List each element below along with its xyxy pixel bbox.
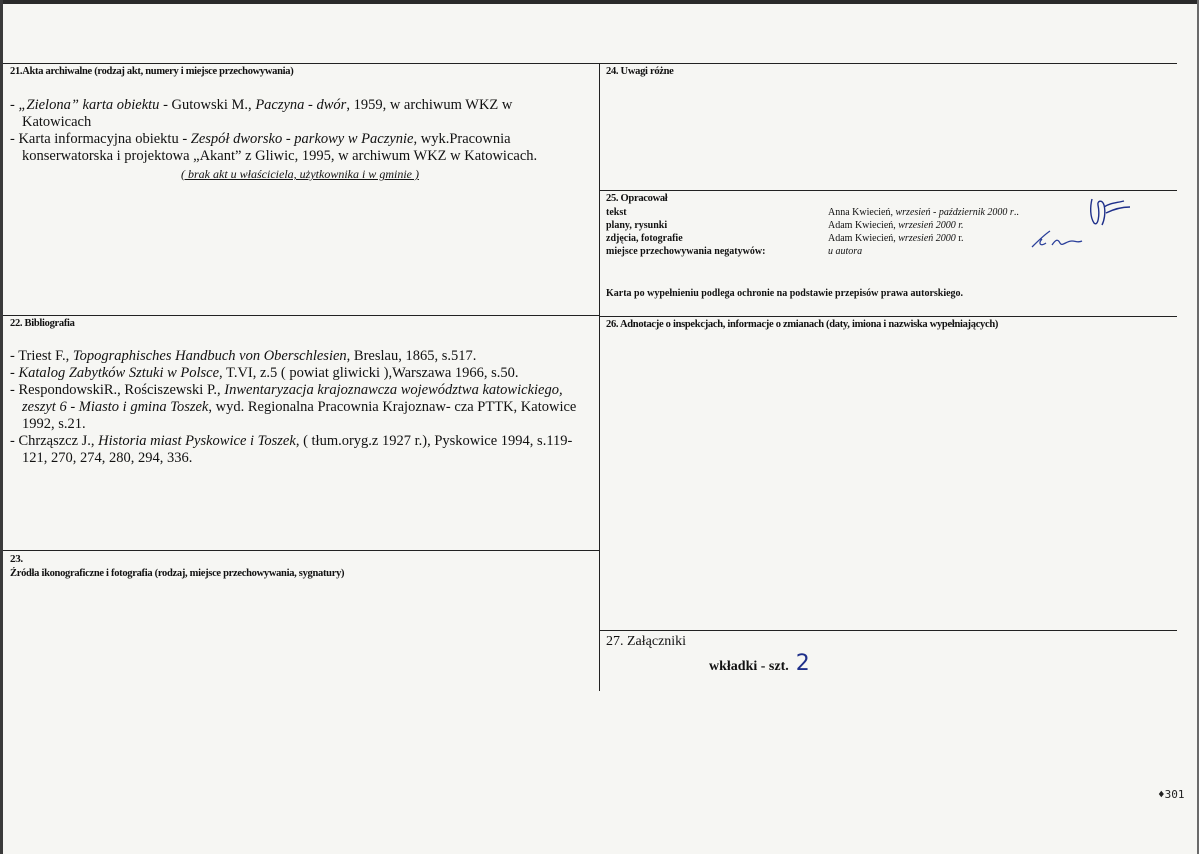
section-26-inspection-notes — [606, 319, 1174, 330]
label-negatives-storage: miejsce przechowywania negatywów: — [606, 246, 766, 257]
archival-note: ( brak akt u właściciela, użytkownika i w gminie ) — [181, 167, 419, 181]
section-23-iconographic-sources — [10, 553, 595, 579]
section-21-archival-records — [10, 66, 595, 183]
bibliography-entry-4: - Chrząszcz J., Historia miast Pyskowice i Toszek, ( tłum.oryg.z 1927 r.), Pyskowice 1994, s.119-121, 270, 274, 280, 294, 336. — [10, 433, 573, 466]
section-25-header: 25. Opracował — [606, 193, 668, 204]
grid-line-24-25 — [600, 190, 1177, 191]
section-25-prepared-by — [606, 193, 1174, 313]
copyright-notice: Karta po wypełnieniu podlega ochronie na podstawie przepisów prawa autorskiego. — [606, 288, 964, 299]
archival-entry-2: - Karta informacyjna obiektu - Zespół dworsko - parkowy w Paczynie, wyk.Pracownia konserwatorska i projektowa „Akant” z Gliwic, 1995, w archiwum WKZ w Katowicach. — [10, 131, 538, 164]
label-photos: zdjęcia, fotografie — [606, 233, 683, 244]
section-24-remarks — [606, 66, 1171, 77]
attachments-count: 2 — [795, 651, 810, 676]
grid-line-top — [3, 63, 1177, 64]
grid-line-center — [599, 63, 600, 691]
archive-stamp-number: ♦301 — [1158, 788, 1185, 801]
grid-line-21-22 — [3, 315, 600, 316]
section-24-header: 24. Uwagi różne — [606, 66, 674, 77]
section-21-header: 21.Akta archiwalne (rodzaj akt, numery i miejsce przechowywania) — [10, 66, 294, 77]
section-22-bibliography — [10, 318, 595, 467]
label-text: tekst — [606, 207, 627, 218]
signature-2 — [1028, 227, 1084, 251]
section-27-header: 27. Załączniki — [606, 634, 687, 649]
attachments-label: wkładki - szt. — [709, 659, 789, 674]
attachments-line — [709, 651, 810, 676]
grid-line-22-23 — [3, 550, 600, 551]
section-22-header: 22. Bibliografia — [10, 318, 75, 329]
section-23-number: 23. — [10, 553, 23, 565]
bibliography-list — [10, 348, 595, 467]
value-text-author: Anna Kwiecień, wrzesień - październik 2000 r.. — [828, 207, 1019, 218]
section-26-header: 26. Adnotacje o inspekcjach, informacje o zmianach (daty, imiona i nazwiska wypełniających) — [606, 319, 999, 330]
grid-line-26-27 — [600, 630, 1177, 631]
section-23-header: Źródła ikonograficzne i fotografia (rodzaj, miejsce przechowywania, sygnatury) — [10, 568, 345, 579]
value-negatives-storage: u autora — [828, 246, 863, 257]
bibliography-entry-3: - RespondowskiR., Rościszewski P., Inwentaryzacja krajoznawcza województwa katowickiego, zeszyt 6 - Miasto i gmina Toszek, wyd. Regionalna Pracownia Krajoznaw- cza PTTK, Katowice 1992, s.21. — [10, 382, 577, 432]
bibliography-entry-2: - Katalog Zabytków Sztuki w Polsce, T.VI, z.5 ( powiat gliwicki ),Warszawa 1966, s.50. — [10, 365, 519, 381]
section-27-attachments — [606, 634, 1174, 676]
bibliography-entry-1: - Triest F., Topographisches Handbuch von Oberschlesien, Breslau, 1865, s.517. — [10, 348, 477, 364]
scan-edge-left — [0, 0, 3, 854]
archival-records-list — [10, 97, 590, 183]
value-photos-author: Adam Kwiecień, wrzesień 2000 r. — [828, 233, 964, 244]
scan-edge-top — [0, 0, 1199, 4]
archival-entry-1: - „Zielona” karta obiektu - Gutowski M., Paczyna - dwór, 1959, w archiwum WKZ w Katowicach — [10, 97, 513, 130]
value-plans-author: Adam Kwiecień, wrzesień 2000 r. — [828, 220, 964, 231]
grid-line-25-26 — [600, 316, 1177, 317]
signature-1 — [1084, 193, 1134, 229]
label-plans-drawings: plany, rysunki — [606, 220, 668, 231]
